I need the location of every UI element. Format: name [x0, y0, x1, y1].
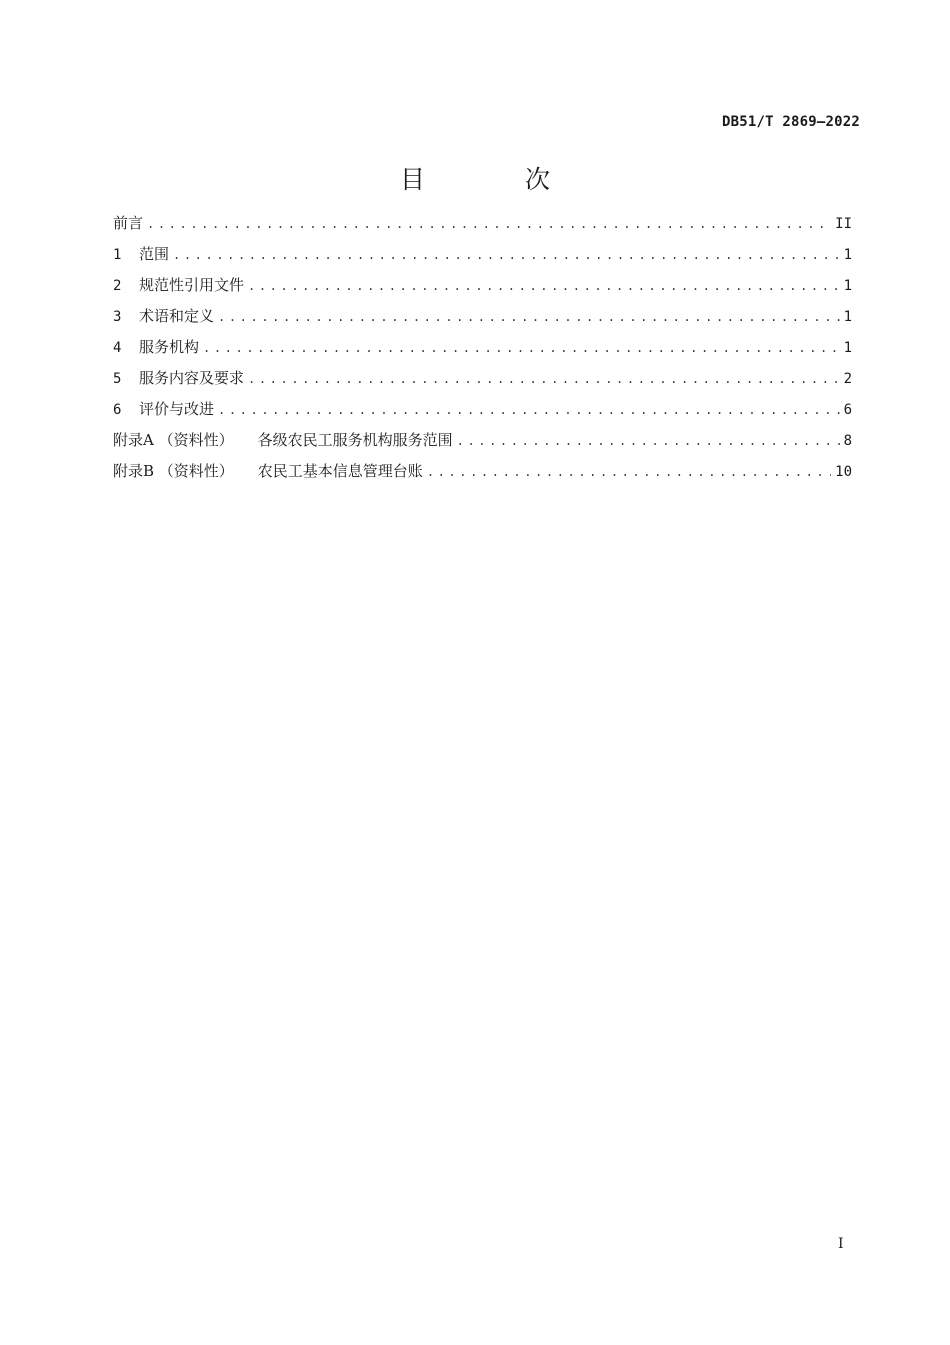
toc-dot-leader [248, 364, 840, 395]
toc-entry-normative-references[interactable] [113, 270, 852, 301]
toc-entry-page: 1 [843, 340, 852, 356]
toc-entry-evaluation-improvement[interactable] [113, 394, 852, 425]
toc-entry-label: 农民工基本信息管理台账 [257, 462, 423, 480]
toc-entry-scope[interactable] [113, 239, 852, 270]
toc-entry-number: 2 [113, 278, 122, 294]
toc-entry-page: 1 [843, 247, 852, 263]
page-number: I [838, 1236, 844, 1252]
standard-code: DB51/T 2869—2022 [721, 114, 860, 130]
toc-entry-page: 2 [843, 371, 852, 387]
toc-dot-leader [218, 395, 840, 426]
toc-dot-leader [203, 333, 840, 364]
table-of-contents [113, 208, 852, 487]
toc-entry-appendix: 附录A （资料性） [113, 431, 234, 449]
toc-entry-foreword[interactable] [113, 208, 852, 239]
toc-entry-number: 3 [113, 309, 122, 325]
toc-entry-label: 规范性引用文件 [139, 276, 245, 294]
toc-entry-label: 范围 [139, 245, 170, 263]
toc-entry-label: 各级农民工服务机构服务范围 [257, 431, 453, 449]
toc-entry-label: 服务机构 [139, 338, 200, 356]
toc-entry-page: 10 [835, 464, 852, 480]
toc-entry-label: 前言 [113, 214, 144, 232]
toc-entry-service-agencies[interactable] [113, 332, 852, 363]
toc-entry-page: 1 [843, 278, 852, 294]
toc-entry-label: 服务内容及要求 [139, 369, 245, 387]
toc-entry-page: 8 [843, 433, 852, 449]
toc-entry-label: 术语和定义 [139, 307, 215, 325]
toc-dot-leader [173, 240, 840, 271]
toc-entry-terms-definitions[interactable] [113, 301, 852, 332]
toc-entry-page: 1 [843, 309, 852, 325]
toc-entry-appendix-b[interactable] [113, 456, 852, 487]
toc-entry-number: 6 [113, 402, 122, 418]
toc-entry-number: 1 [113, 247, 122, 263]
toc-dot-leader [147, 209, 831, 240]
toc-entry-page: 6 [843, 402, 852, 418]
toc-entry-page: II [835, 216, 852, 232]
toc-entry-appendix: 附录B （资料性） [113, 462, 234, 480]
toc-title: 目 次 [400, 165, 596, 194]
toc-dot-leader [457, 426, 840, 457]
toc-entry-appendix-a[interactable] [113, 425, 852, 456]
toc-dot-leader [218, 302, 840, 333]
toc-entry-service-content[interactable] [113, 363, 852, 394]
toc-entry-number: 4 [113, 340, 122, 356]
toc-entry-label: 评价与改进 [139, 400, 215, 418]
toc-entry-number: 5 [113, 371, 122, 387]
toc-dot-leader [427, 457, 831, 488]
toc-dot-leader [248, 271, 840, 302]
